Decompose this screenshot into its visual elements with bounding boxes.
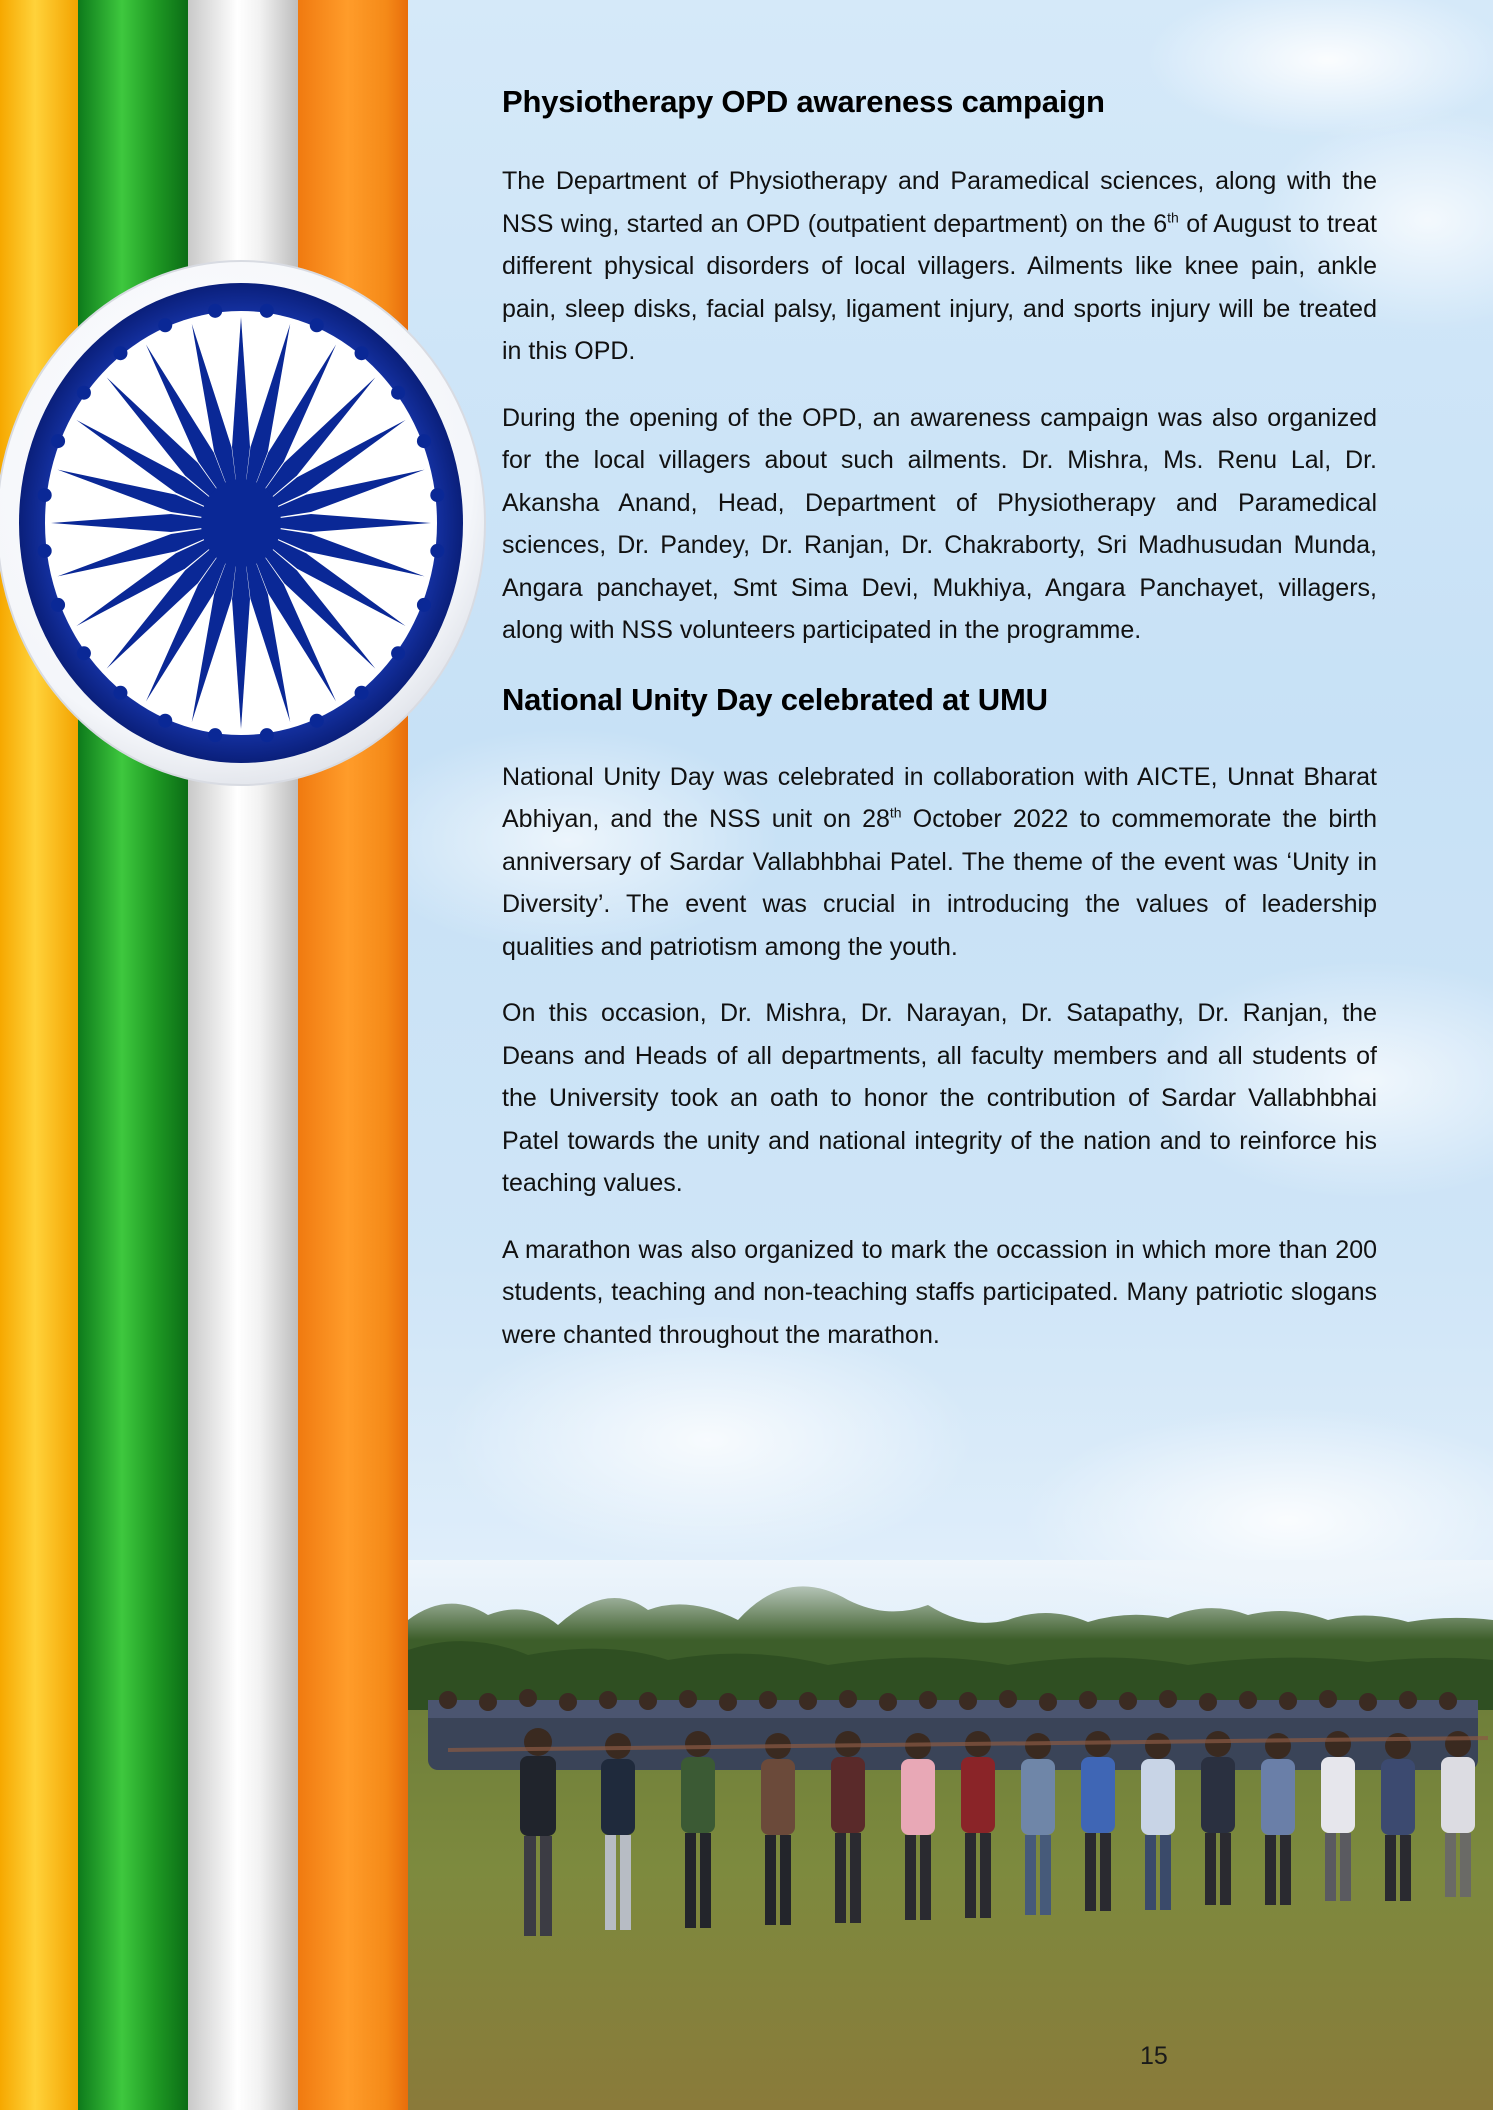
chakra-rim-notch (208, 728, 222, 742)
ashoka-chakra-icon (0, 258, 486, 788)
chakra-rim-notch (77, 386, 91, 400)
content-panel (408, 0, 1493, 2110)
chakra-rim-notch (158, 714, 172, 728)
chakra-rim-notch (38, 544, 52, 558)
section-title-physiotherapy: Physiotherapy OPD awareness campaign (502, 84, 1105, 119)
chakra-rim-notch (38, 488, 52, 502)
chakra-rim-notch (113, 346, 127, 360)
chakra-rim-notch (208, 304, 222, 318)
chakra-rim-notch (430, 544, 444, 558)
students-oath-photo (408, 1560, 1493, 2110)
paragraph: On this occasion, Dr. Mishra, Dr. Narayan, Dr. Satapathy, Dr. Ranjan, the Deans and Heads of all departments, all faculty members and all students of the University took an oath to honor the contribution of Sardar Vallabhbhai Patel towards the unity and national integrity of the nation and to reinforce his teaching values. (502, 999, 1377, 1197)
article-body (502, 84, 1377, 1356)
chakra-rim-notch (77, 646, 91, 660)
chakra-rim-notch (113, 686, 127, 700)
chakra-rim-notch (310, 318, 324, 332)
chakra-rim-notch (417, 434, 431, 448)
chakra-rim-notch (51, 434, 65, 448)
page-number: 15 (1140, 2042, 1168, 2070)
chakra-rim-notch (51, 598, 65, 612)
paragraph: A marathon was also organized to mark the occassion in which more than 200 students, teaching and non-teaching staffs participated. Many patriotic slogans were chanted throughout the marathon. (502, 1235, 1377, 1349)
section-title-unity-day: National Unity Day celebrated at UMU (502, 681, 1048, 717)
chakra-rim-notch (391, 646, 405, 660)
paragraph: National Unity Day was celebrated in collaboration with AICTE, Unnat Bharat Abhiyan, and the NSS unit on 28th October 2022 to commemorate the birth anniversary of Sardar Vallabhbhai Patel. The theme of the event was ‘Unity in Diversity’. The event was crucial in introducing the values of leadership qualities and patriotism among the youth. (502, 762, 1377, 961)
chakra-rim-notch (391, 386, 405, 400)
chakra-rim-notch (417, 598, 431, 612)
paragraph: The Department of Physiotherapy and Paramedical sciences, along with the NSS wing, started an OPD (outpatient department) on the 6th of August to treat different physical disorders of local villagers. Ailments like knee pain, ankle pain, sleep disks, facial palsy, ligament injury, and sports injury will be treated in this OPD. (502, 167, 1377, 365)
chakra-rim-notch (260, 728, 274, 742)
chakra-rim-notch (430, 488, 444, 502)
paragraph: During the opening of the OPD, an awareness campaign was also organized for the local villagers about such ailments. Dr. Mishra, Ms. Renu Lal, Dr. Akansha Anand, Head, Department of Physiotherapy and Paramedical sciences, Dr. Pandey, Dr. Ranjan, Dr. Chakraborty, Sri Madhusudan Munda, Angara panchayet, Smt Sima Devi, Mukhiya, Angara Panchayet, villagers, along with NSS volunteers participated in the programme. (502, 403, 1377, 644)
chakra-rim-notch (355, 346, 369, 360)
chakra-rim-notch (355, 686, 369, 700)
chakra-rim-notch (158, 318, 172, 332)
chakra-rim-notch (260, 304, 274, 318)
chakra-rim-notch (310, 714, 324, 728)
